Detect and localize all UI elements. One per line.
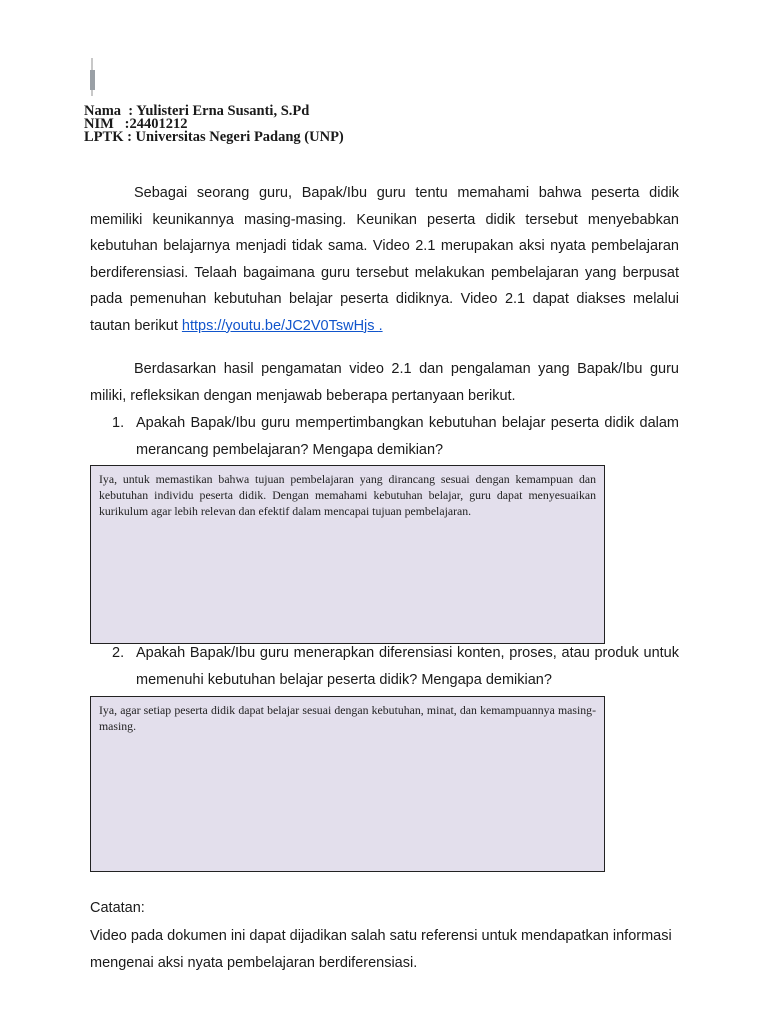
text-cursor-mark xyxy=(90,58,96,96)
question-1-number: 1. xyxy=(112,415,125,431)
answer-2-text: Iya, agar setiap peserta didik dapat belajar sesuai dengan kebutuhan, minat, dan kemampuannya masing-masing. xyxy=(99,703,596,733)
reflection-intro-text: Berdasarkan hasil pengamatan video 2.1 dan pengalaman yang Bapak/Ibu guru miliki, refleksikan dengan menjawab beberapa pertanyaan berikut. xyxy=(90,361,679,404)
question-2-text: Apakah Bapak/Ibu guru menerapkan diferensiasi konten, proses, atau produk untuk memenuhi kebutuhan belajar peserta didik? Mengapa demikian? xyxy=(136,645,679,688)
question-2-number: 2. xyxy=(112,645,125,661)
reflection-intro xyxy=(90,356,679,409)
intro-text: Sebagai seorang guru, Bapak/Ibu guru tentu memahami bahwa peserta didik memiliki keunikannya masing-masing. Keunikan peserta didik tersebut menyebabkan kebutuhan belajarnya menjadi tidak sama. Video 2.1 merupakan aksi nyata pembelajaran berdiferensiasi. Telaah bagaimana guru tersebut melakukan pembelajaran yang berpusat pada pemenuhan kebutuhan belajar peserta didiknya. Video 2.1 dapat diakses melalui tautan berikut xyxy=(90,185,679,334)
question-1 xyxy=(112,410,679,463)
note-section xyxy=(90,895,690,978)
link-period: . xyxy=(378,317,383,334)
video-link[interactable]: https://youtu.be/JC2V0TswHjs xyxy=(181,317,379,334)
student-header xyxy=(84,105,344,144)
lptk-row: LPTK : Universitas Negeri Padang (UNP) xyxy=(84,129,344,145)
note-text: Video pada dokumen ini dapat dijadikan salah satu referensi untuk mendapatkan informasi mengenai aksi nyata pembelajaran berdiferensiasi. xyxy=(90,927,672,971)
name-row: Nama : Yulisteri Erna Susanti, S.Pd xyxy=(84,103,310,119)
note-label: Catatan: xyxy=(90,900,145,916)
answer-1-text: Iya, untuk memastikan bahwa tujuan pembelajaran yang dirancang sesuai dengan kemampuan dan kebutuhan individu peserta didik. Dengan memahami kebutuhan belajar, guru dapat menyesuaikan kurikulum agar lebih relevan dan efektif dalam mencapai tujuan pembelajaran. xyxy=(99,472,596,518)
answer-2-box[interactable] xyxy=(90,696,605,872)
intro-paragraph xyxy=(90,180,679,339)
nim-row: NIM :24401212 xyxy=(84,116,188,132)
question-1-text: Apakah Bapak/Ibu guru mempertimbangkan kebutuhan belajar peserta didik dalam merancang pembelajaran? Mengapa demikian? xyxy=(136,415,679,458)
answer-1-box[interactable] xyxy=(90,465,605,644)
question-2 xyxy=(112,640,679,693)
